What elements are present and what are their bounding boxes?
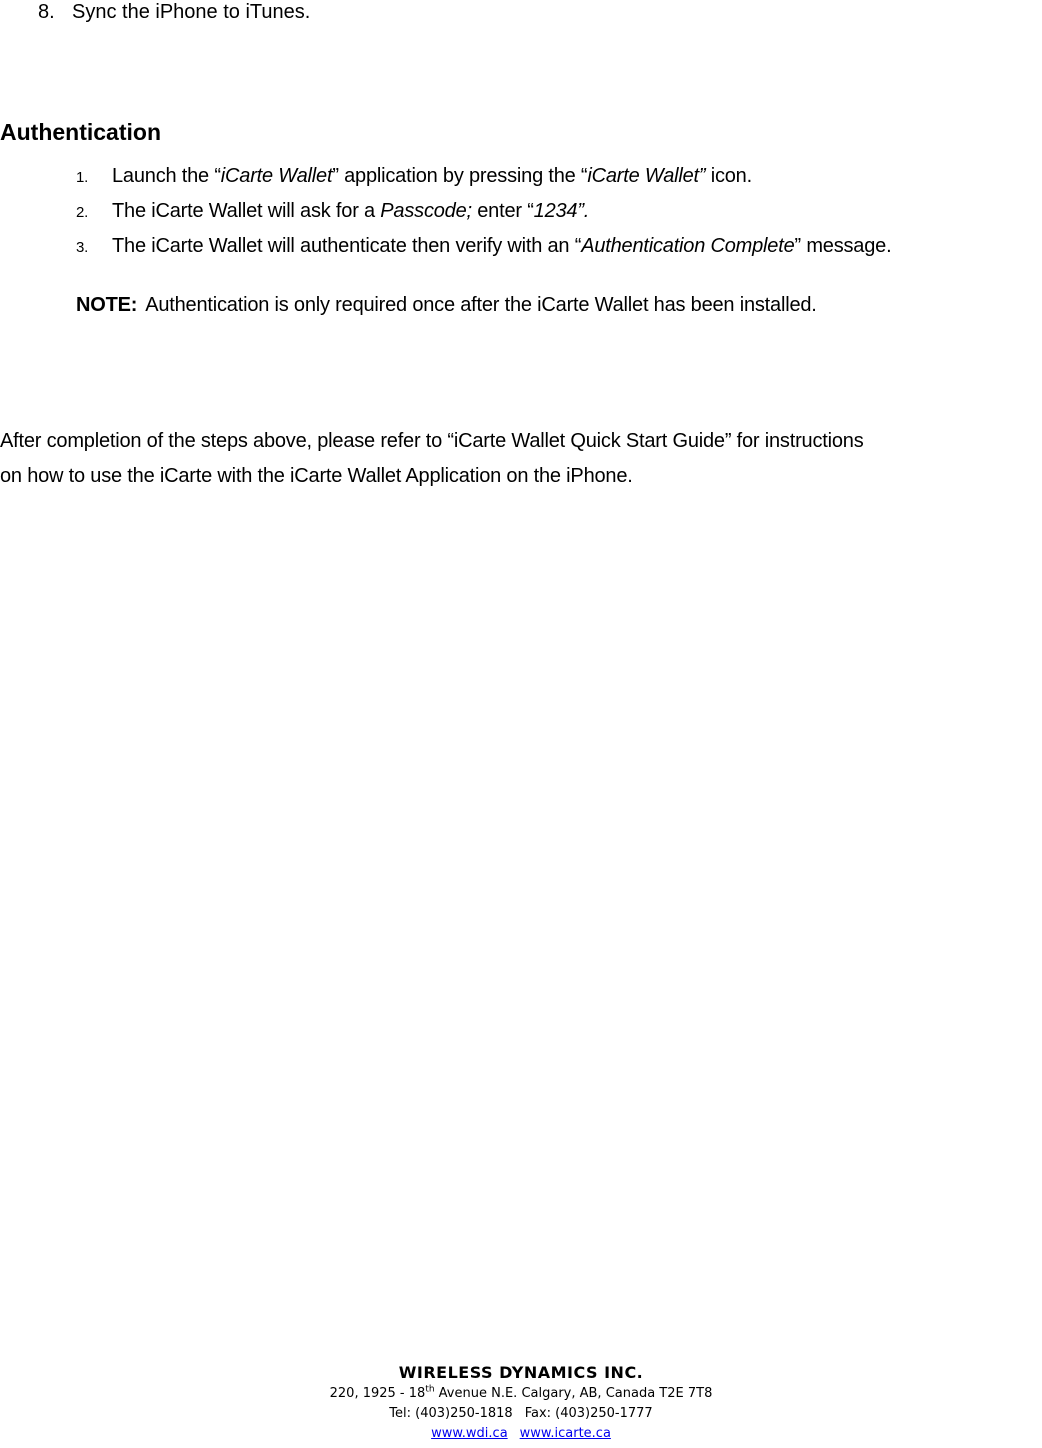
note-label: NOTE: bbox=[76, 294, 138, 316]
step-text: ” application by pressing the “ bbox=[332, 165, 588, 187]
icarte-website-link[interactable]: www.icarte.ca bbox=[519, 1426, 611, 1441]
address-part: Avenue N.E. Calgary, AB, Canada T2E 7T8 bbox=[434, 1386, 713, 1401]
closing-paragraph bbox=[0, 424, 1042, 494]
step-text: The iCarte Wallet will authenticate then verify with an “ bbox=[112, 235, 582, 257]
telephone: Tel: (403)250-1818 bbox=[389, 1406, 513, 1421]
authentication-step-1 bbox=[76, 164, 1042, 199]
company-phone-fax bbox=[0, 1404, 1042, 1424]
wdi-website-link[interactable]: www.wdi.ca bbox=[431, 1426, 508, 1441]
address-ordinal: th bbox=[425, 1384, 435, 1395]
authentication-step-2 bbox=[76, 199, 1042, 234]
company-name: WIRELESS DYNAMICS INC. bbox=[398, 1363, 644, 1382]
passcode-emphasis: Passcode; bbox=[380, 200, 472, 222]
authentication-step-3 bbox=[76, 234, 1042, 269]
section-heading-authentication: Authentication bbox=[0, 119, 161, 145]
step-number: 2. bbox=[76, 204, 89, 221]
step-text: ” message. bbox=[794, 235, 892, 257]
fax: Fax: (403)250-1777 bbox=[524, 1406, 653, 1421]
step-text: Launch the “ bbox=[112, 165, 221, 187]
address-part: 220, 1925 - 18 bbox=[329, 1386, 426, 1401]
step-text: enter “ bbox=[471, 200, 534, 222]
passcode-value-emphasis: 1234”. bbox=[533, 200, 590, 222]
step-number: 3. bbox=[76, 239, 89, 256]
step-text: icon. bbox=[705, 165, 752, 187]
app-name-emphasis: iCarte Wallet bbox=[220, 165, 333, 187]
company-links bbox=[0, 1424, 1042, 1444]
note bbox=[76, 293, 817, 317]
page-footer bbox=[0, 1362, 1042, 1444]
step-text: The iCarte Wallet will ask for a bbox=[112, 200, 381, 222]
company-address bbox=[0, 1384, 1042, 1404]
step-number: 1. bbox=[76, 169, 89, 186]
message-emphasis: Authentication Complete bbox=[581, 235, 795, 257]
authentication-steps bbox=[76, 164, 1042, 269]
step-8-number: 8. bbox=[38, 1, 55, 23]
closing-line-1: After completion of the steps above, please refer to “iCarte Wallet Quick Start Guide” for instructions bbox=[0, 430, 864, 452]
step-8 bbox=[38, 0, 310, 24]
step-8-text: Sync the iPhone to iTunes. bbox=[72, 1, 311, 23]
app-name-emphasis: iCarte Wallet” bbox=[587, 165, 706, 187]
closing-line-2: on how to use the iCarte with the iCarte Wallet Application on the iPhone. bbox=[0, 465, 633, 487]
note-text: Authentication is only required once after the iCarte Wallet has been installed. bbox=[145, 294, 817, 316]
